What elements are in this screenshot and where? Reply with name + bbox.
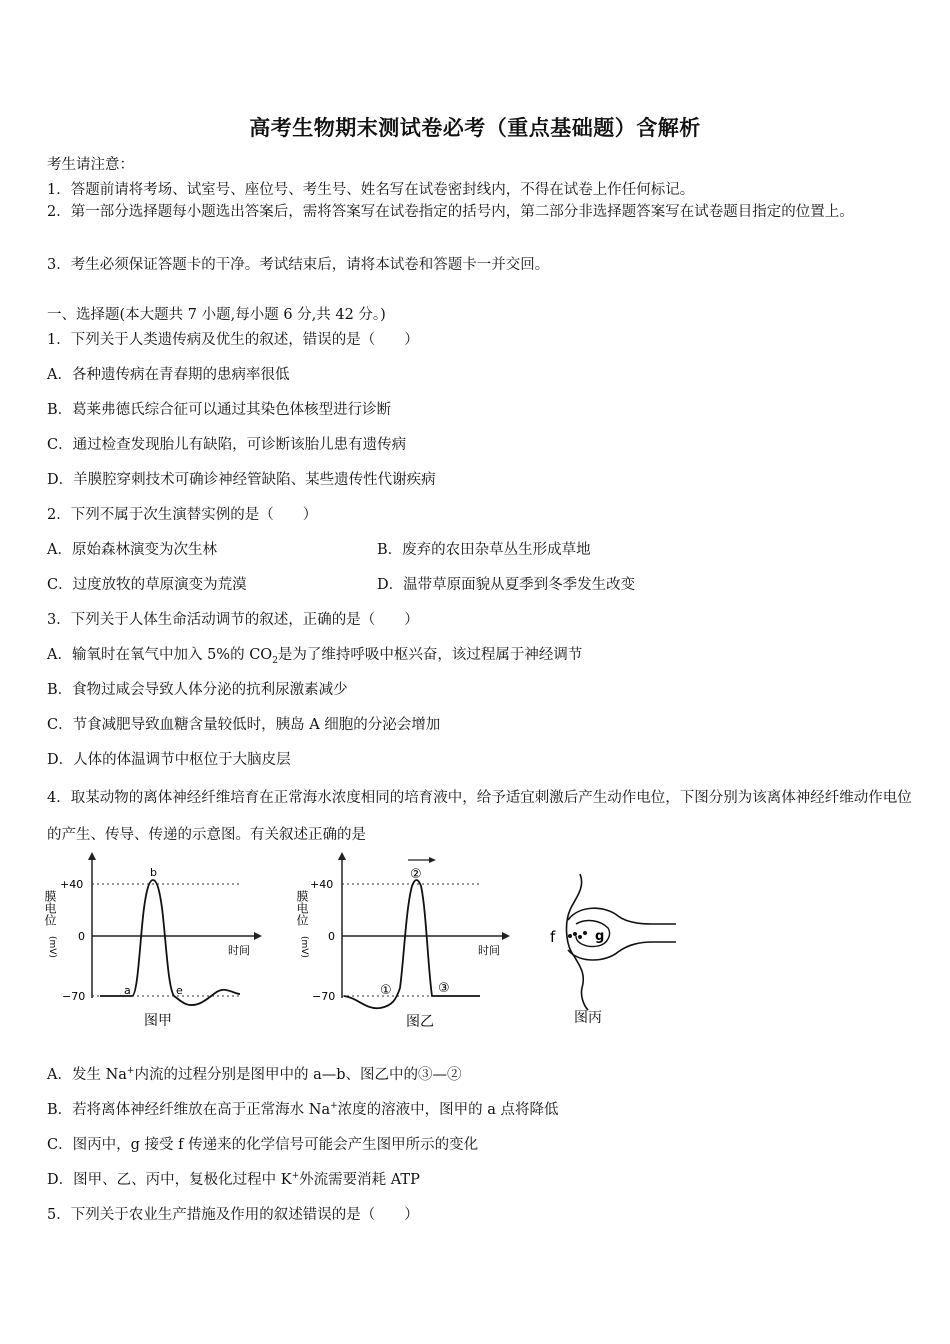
q3-option-b: B．食物过咸会导致人体分泌的抗利尿激素减少	[47, 682, 348, 698]
bing-label-g: g	[595, 929, 605, 944]
yi-tick-zero: 0	[328, 930, 335, 943]
q1-option-d: D．羊膜腔穿刺技术可确诊神经管缺陷、某些遗传性代谢疾病	[47, 472, 436, 488]
q2-option-c: C．过度放牧的草原演变为荒漠	[47, 577, 247, 593]
q3-option-a: A．输氧时在氧气中加入 5%的 $CO_2$是为了维持呼吸中枢兴奋，该过程属于神经调节	[47, 647, 583, 666]
q3-option-c: C．节食减肥导致血糖含量较低时，胰岛 A 细胞的分泌会增加	[47, 717, 441, 733]
page-title: 高考生物期末测试卷必考（重点基础题）含解析	[249, 116, 701, 140]
jia-tick-zero: 0	[78, 930, 85, 943]
yi-caption: 图乙	[406, 1014, 434, 1030]
q4-option-c: C．图丙中，g 接受 f 传递来的化学信号可能会产生图甲所示的变化	[47, 1137, 479, 1153]
q1-option-b: B．葛莱弗德氏综合征可以通过其染色体核型进行诊断	[47, 402, 392, 418]
q3-stem: 3．下列关于人体生命活动调节的叙述，正确的是（ ）	[47, 612, 419, 628]
notice-item-3: 3．考生必须保证答题卡的干净。考试结束后，请将本试卷和答题卡一并交回。	[47, 257, 550, 273]
q4-figure	[40, 848, 700, 1042]
q4-option-b: B．若将离体神经纤维放在高于正常海水 Na+浓度的溶液中，图甲的 a 点将降低	[47, 1101, 559, 1118]
bing-caption: 图丙	[574, 1010, 602, 1026]
q2-option-d: D．温带草原面貌从夏季到冬季发生改变	[377, 577, 636, 593]
jia-caption: 图甲	[144, 1013, 172, 1029]
yi-label-3: ③	[438, 981, 450, 996]
q4-option-d: D．图甲、乙、丙中，复极化过程中 K+外流需要消耗 ATP	[47, 1171, 420, 1188]
notice-heading: 考生请注意：	[47, 157, 134, 173]
jia-label-b: b	[150, 866, 157, 879]
q4-option-a: A．发生 Na+内流的过程分别是图甲中的 a—b、图乙中的③—②	[47, 1066, 462, 1083]
q3-option-d: D．人体的体温调节中枢位于大脑皮层	[47, 752, 291, 768]
jia-tick-bottom: −70	[62, 990, 86, 1003]
q1-stem: 1．下列关于人类遗传病及优生的叙述，错误的是（ ）	[47, 332, 419, 348]
yi-yunit: (mV)	[299, 936, 309, 958]
jia-yunit: (mV)	[47, 936, 57, 958]
jia-tick-top: +40	[60, 878, 84, 891]
section-heading: 一、选择题(本大题共 7 小题,每小题 6 分,共 42 分。)	[47, 307, 386, 323]
q2-stem: 2．下列不属于次生演替实例的是（ ）	[47, 507, 318, 523]
q4-stem: 4．取某动物的离体神经纤维培育在正常海水浓度相同的培育液中，给予适宜刺激后产生动作电位，下图分别为该离体神经纤维动作电位的产生、传导、传递的示意图。有关叙述正确的是	[47, 790, 912, 843]
yi-xlabel: 时间	[478, 944, 500, 957]
q4-figure-svg	[40, 848, 700, 1038]
yi-tick-bottom: −70	[312, 990, 336, 1003]
yi-label-1: ①	[380, 983, 392, 998]
notice-item-1: 1．答题前请将考场、试室号、座位号、考生号、姓名写在试卷密封线内，不得在试卷上作任何标记。	[47, 182, 695, 198]
figure-yi	[295, 852, 510, 1030]
jia-xlabel: 时间	[228, 944, 250, 957]
q1-option-a: A．各种遗传病在青春期的患病率很低	[47, 367, 290, 383]
yi-label-2: ②	[410, 867, 422, 882]
jia-label-a: a	[124, 984, 131, 997]
yi-tick-top: +40	[310, 878, 334, 891]
jia-ylabel: 膜电位	[43, 890, 57, 926]
bing-label-f: f	[550, 928, 556, 946]
figure-bing	[550, 874, 676, 1026]
notice-item-2: 2．第一部分选择题每小题选出答案后，需将答案写在试卷指定的括号内，第二部分非选择题答案写在试卷题目指定的位置上。	[47, 204, 854, 220]
jia-label-e: e	[176, 984, 183, 997]
q5-stem: 5．下列关于农业生产措施及作用的叙述错误的是（ ）	[47, 1207, 419, 1223]
q2-option-b: B．废弃的农田杂草丛生形成草地	[377, 542, 591, 558]
figure-jia	[43, 852, 262, 1029]
yi-ylabel: 膜电位	[295, 890, 309, 926]
q1-option-c: C．通过检查发现胎儿有缺陷，可诊断该胎儿患有遗传病	[47, 437, 407, 453]
q2-option-a: A．原始森林演变为次生林	[47, 542, 217, 558]
